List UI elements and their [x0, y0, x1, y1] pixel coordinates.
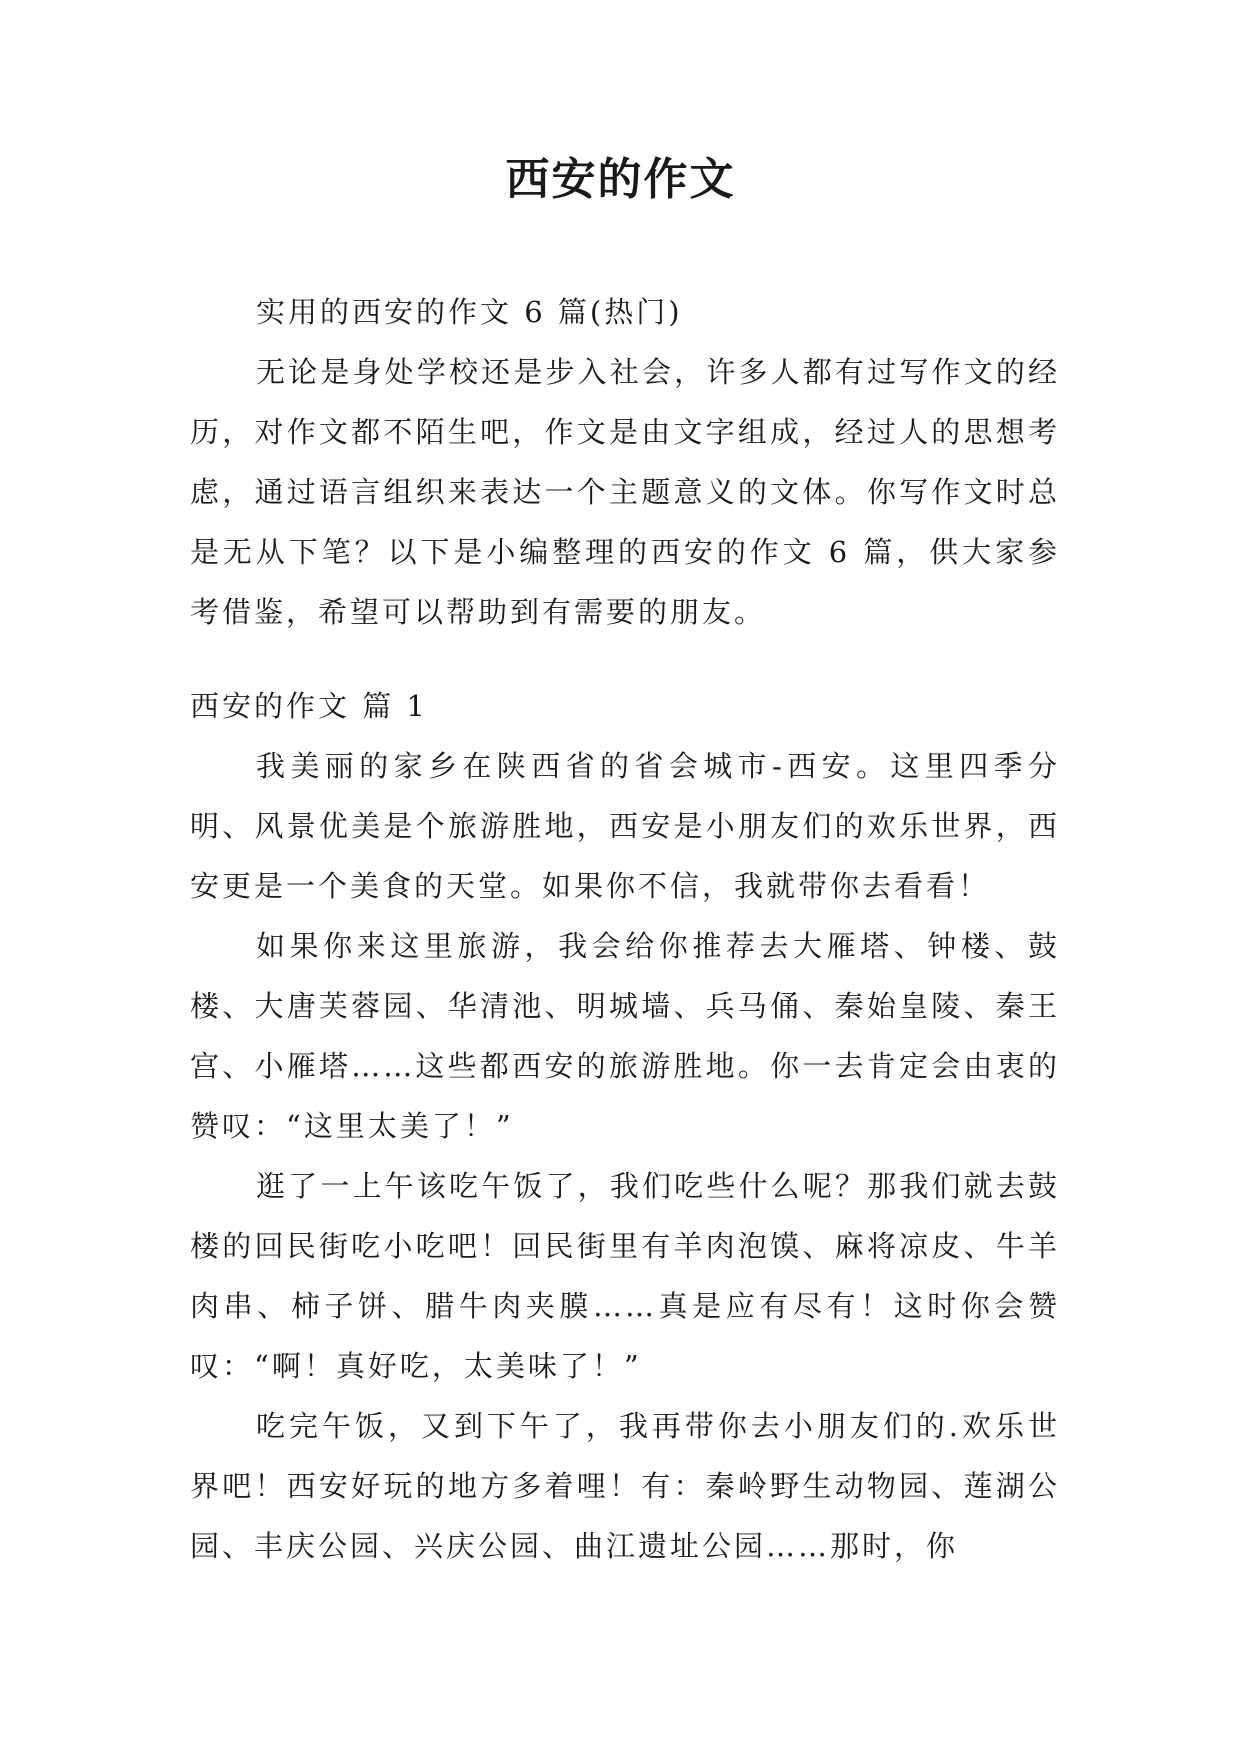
intro-paragraph: 无论是身处学校还是步入社会，许多人都有过写作文的经历，对作文都不陌生吧，作文是由文字组成，经过人的思想考虑，通过语言组织来表达一个主题意义的文体。你写作文时总是无从下笔？以下是小编整理的西安的作文 6 篇，供大家参考借鉴，希望可以帮助到有需要的朋友。 [190, 355, 1060, 629]
section-heading: 西安的作文 篇 1 [190, 689, 428, 723]
document-title: 西安的作文 [505, 154, 736, 205]
document-subtitle: 实用的西安的作文 6 篇(热门) [256, 295, 683, 329]
section-paragraph-1: 我美丽的家乡在陕西省的省会城市-西安。这里四季分明、风景优美是个旅游胜地，西安是小朋友们的欢乐世界，西安更是一个美食的天堂。如果你不信，我就带你去看看！ [190, 749, 1060, 903]
document-body [190, 282, 1060, 1576]
section-paragraph-3: 逛了一上午该吃午饭了，我们吃些什么呢？那我们就去鼓楼的回民街吃小吃吧！回民街里有羊肉泡馍、麻将凉皮、牛羊肉串、柿子饼、腊牛肉夹膜……真是应有尽有！这时你会赞叹：“啊！真好吃，太美味了！” [190, 1169, 1060, 1383]
section-paragraph-2: 如果你来这里旅游，我会给你推荐去大雁塔、钟楼、鼓楼、大唐芙蓉园、华清池、明城墙、兵马俑、秦始皇陵、秦王宫、小雁塔……这些都西安的旅游胜地。你一去肯定会由衷的赞叹：“这里太美了！” [190, 929, 1060, 1143]
section-paragraph-4: 吃完午饭，又到下午了，我再带你去小朋友们的.欢乐世界吧！西安好玩的地方多着哩！有：秦岭野生动物园、莲湖公园、丰庆公园、兴庆公园、曲江遗址公园……那时，你 [190, 1409, 1060, 1563]
